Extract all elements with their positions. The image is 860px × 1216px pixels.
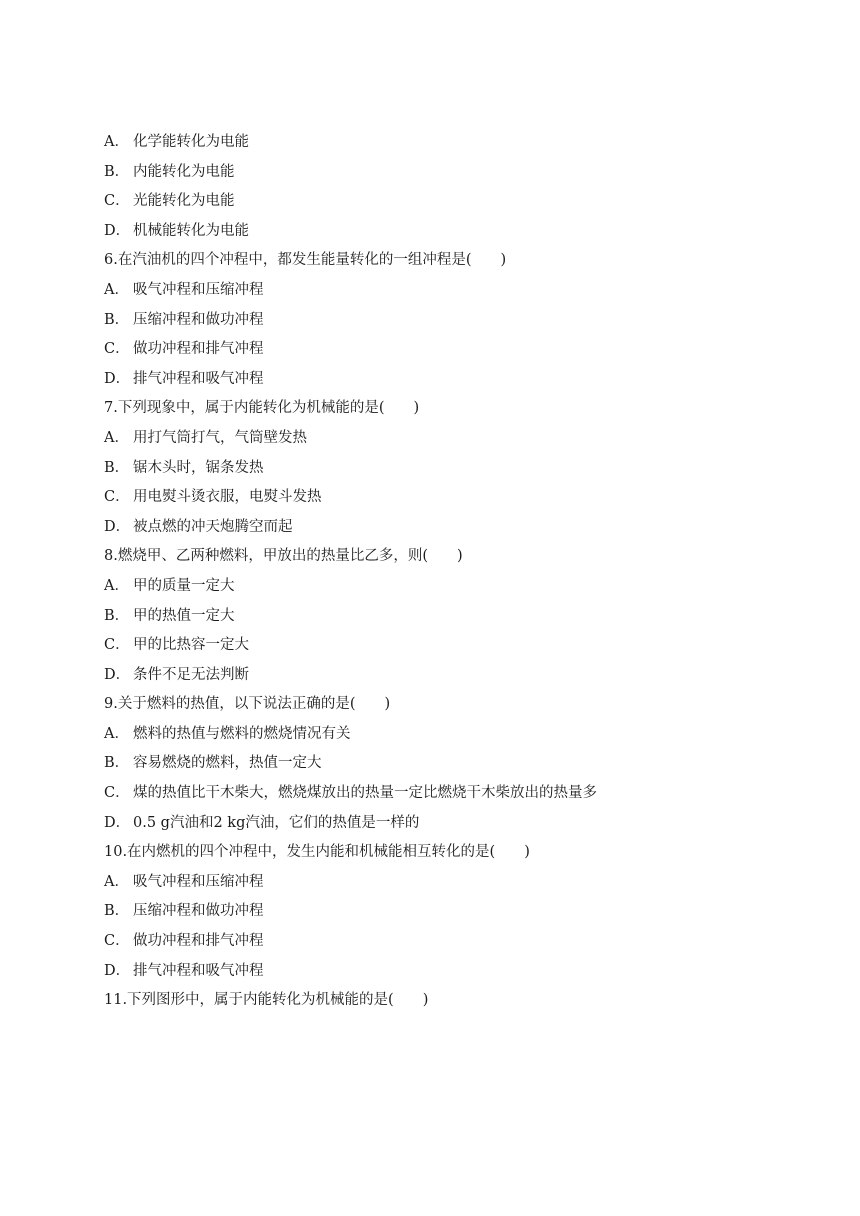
answer-option bbox=[104, 897, 804, 927]
answer-option bbox=[104, 158, 804, 188]
option-letter: B． bbox=[104, 163, 130, 180]
option-letter: D． bbox=[104, 518, 131, 535]
answer-option bbox=[104, 957, 804, 987]
option-letter: A． bbox=[104, 577, 129, 594]
answer-option bbox=[104, 306, 804, 336]
option-letter: D． bbox=[104, 814, 131, 831]
option-text: 做功冲程和排气冲程 bbox=[133, 341, 264, 358]
option-text: 吸气冲程和压缩冲程 bbox=[133, 281, 264, 298]
option-letter: A． bbox=[104, 873, 129, 890]
option-letter: B． bbox=[104, 755, 130, 772]
option-text: 容易燃烧的燃料，热值一定大 bbox=[133, 755, 322, 772]
answer-option bbox=[104, 631, 804, 661]
option-text: 排气冲程和吸气冲程 bbox=[133, 962, 264, 979]
option-text: 吸气冲程和压缩冲程 bbox=[133, 873, 264, 890]
answer-option bbox=[104, 749, 804, 779]
option-text: 用打气筒打气，气筒壁发热 bbox=[133, 429, 307, 446]
option-text: 燃料的热值与燃料的燃烧情况有关 bbox=[133, 725, 351, 742]
answer-option bbox=[104, 454, 804, 484]
option-text: 光能转化为电能 bbox=[133, 193, 235, 210]
option-text: 甲的比热容一定大 bbox=[133, 637, 249, 654]
option-letter: A． bbox=[104, 134, 129, 150]
question-stem: 7.下列现象中，属于内能转化为机械能的是( ) bbox=[104, 400, 420, 417]
answer-option bbox=[104, 602, 804, 632]
option-letter: D． bbox=[104, 222, 131, 239]
answer-option bbox=[104, 661, 804, 691]
answer-option bbox=[104, 217, 804, 247]
answer-option bbox=[104, 809, 804, 839]
answer-option bbox=[104, 335, 804, 365]
option-text: 煤的热值比干木柴大，燃烧煤放出的热量一定比燃烧干木柴放出的热量多 bbox=[133, 785, 597, 802]
option-letter: D． bbox=[104, 666, 131, 683]
option-letter: D． bbox=[104, 962, 131, 979]
answer-option bbox=[104, 483, 804, 513]
option-text: 被点燃的冲天炮腾空而起 bbox=[133, 518, 293, 535]
option-text: 排气冲程和吸气冲程 bbox=[133, 370, 264, 387]
answer-option bbox=[104, 424, 804, 454]
option-letter: C． bbox=[104, 341, 130, 358]
option-text: 甲的热值一定大 bbox=[133, 607, 235, 624]
option-letter: A． bbox=[104, 725, 129, 742]
option-text: 压缩冲程和做功冲程 bbox=[133, 311, 264, 328]
option-letter: A． bbox=[104, 429, 129, 446]
option-letter: C． bbox=[104, 193, 130, 210]
option-letter: A． bbox=[104, 281, 129, 298]
answer-option bbox=[104, 779, 804, 809]
option-letter: D． bbox=[104, 370, 131, 387]
question-stem: 10.在内燃机的四个冲程中，发生内能和机械能相互转化的是( ) bbox=[104, 844, 530, 861]
option-text: 做功冲程和排气冲程 bbox=[133, 933, 264, 950]
option-letter: C． bbox=[104, 489, 130, 506]
answer-option bbox=[104, 720, 804, 750]
option-text: 锯木头时，锯条发热 bbox=[133, 459, 264, 476]
question-stem: 11.下列图形中，属于内能转化为机械能的是( ) bbox=[104, 992, 429, 1009]
option-text: 化学能转化为电能 bbox=[133, 134, 249, 150]
answer-option bbox=[104, 868, 804, 898]
document-page bbox=[104, 128, 804, 1016]
option-letter: B． bbox=[104, 607, 130, 624]
option-text: 机械能转化为电能 bbox=[133, 222, 249, 239]
option-text: 条件不足无法判断 bbox=[133, 666, 249, 683]
answer-option bbox=[104, 276, 804, 306]
question-stem: 9.关于燃料的热值，以下说法正确的是( ) bbox=[104, 696, 391, 713]
option-text: 甲的质量一定大 bbox=[133, 577, 235, 594]
question-stem: 8.燃烧甲、乙两种燃料，甲放出的热量比乙多，则( ) bbox=[104, 548, 463, 565]
option-text: 0.5 g汽油和2 kg汽油，它们的热值是一样的 bbox=[133, 814, 420, 831]
option-letter: C． bbox=[104, 637, 130, 654]
option-letter: B． bbox=[104, 311, 130, 328]
answer-option bbox=[104, 128, 804, 158]
question-stem: 6.在汽油机的四个冲程中，都发生能量转化的一组冲程是( ) bbox=[104, 252, 507, 269]
option-letter: B． bbox=[104, 903, 130, 920]
answer-option bbox=[104, 187, 804, 217]
answer-option bbox=[104, 513, 804, 543]
option-text: 用电熨斗烫衣服，电熨斗发热 bbox=[133, 489, 322, 506]
option-letter: B． bbox=[104, 459, 130, 476]
answer-option bbox=[104, 365, 804, 395]
option-letter: C． bbox=[104, 933, 130, 950]
answer-option bbox=[104, 572, 804, 602]
answer-option bbox=[104, 927, 804, 957]
option-text: 压缩冲程和做功冲程 bbox=[133, 903, 264, 920]
option-text: 内能转化为电能 bbox=[133, 163, 235, 180]
option-letter: C． bbox=[104, 785, 130, 802]
